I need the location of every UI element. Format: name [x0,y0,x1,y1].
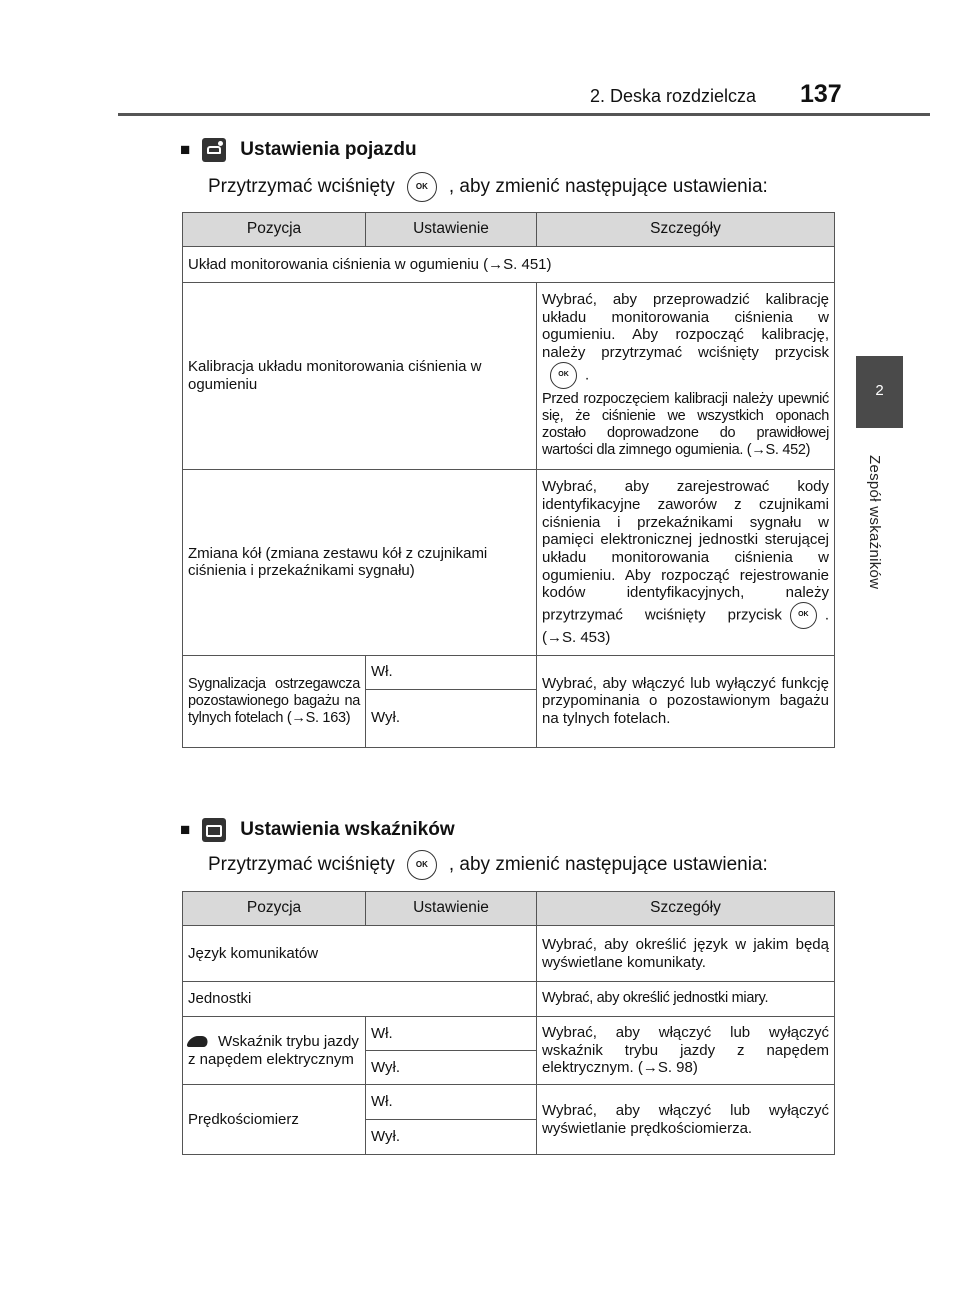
row-item: Prędkościomierz [183,1085,366,1155]
table-row [183,1085,835,1120]
row-details: Wybrać, aby włączyć lub wyłączyć funkcję przypominania o pozostawionym bagażu na tylnych fotelach. [537,655,835,747]
intro-text: Przytrzymać wciśnięty [208,854,395,875]
section-heading-vehicle-settings [180,138,417,162]
intro-text-end: , aby zmienić następujące ustawienia: [448,854,768,875]
table-row [183,1017,835,1051]
setting-on: Wł. [366,1085,537,1120]
intro-text-end: , aby zmienić następujące ustawienia: [448,176,768,197]
meter-settings-table [182,891,835,1155]
row-detail-text: Wybrać, aby zarejestrować kody identyfikacyjne zaworów z czujnikami ciśnienia i przekaźnikami sygnału w pamięci elektronicznej jednostki sterującej układu monitorowania ciśnienia w ogumieniu. Aby rozpocząć rejestrowanie kodów identyfikacyjnych, należy przytrzymać wciśnięty przycisk [542,478,829,624]
meter-settings-icon [202,818,226,842]
setting-off: Wył. [366,1120,537,1155]
row-details: Wybrać, aby określić jednostki miary. [537,982,835,1017]
column-header-setting: Ustawienie [366,213,537,247]
table-row [183,982,835,1017]
chapter-side-label: Zespół wskaźników [866,455,883,590]
ok-button-icon: OK [550,362,577,389]
row-item: Jednostki [183,982,537,1017]
row-item: Język komunikatów [183,926,537,982]
row-details [537,470,835,656]
setting-off: Wył. [366,1051,537,1085]
page-number: 137 [800,80,842,108]
table-row [183,655,835,689]
row-detail-end: . [585,366,590,384]
ok-button-icon: OK [407,850,437,880]
setting-on: Wł. [366,655,537,689]
section-title: Ustawienia pojazdu [240,139,417,160]
row-details: Wybrać, aby określić język w jakim będą wyświetlane komunikaty. [537,926,835,982]
setting-on: Wł. [366,1017,537,1051]
row-details: Wybrać, aby włączyć lub wyłączyć wyświetlanie prędkościomierza. [537,1085,835,1155]
row-detail-text: Wybrać, aby przeprowadzić kalibrację układu monitorowania ciśnienia w ogumieniu. Aby rozpocząć kalibrację, należy przytrzymać wciśnięty przycisk [542,291,829,362]
row-detail-end: . (→S. 453) [542,606,829,646]
column-header-setting: Ustawienie [366,892,537,926]
section-intro [208,850,768,880]
square-bullet-icon: ■ [180,820,191,839]
header-divider [118,113,930,116]
table-row [183,470,835,656]
row-item-label: Wskaźnik trybu jazdy z napędem elektrycznym [188,1032,359,1068]
chapter-title: 2. Deska rozdzielcza [590,86,757,106]
section-heading-meter-settings [180,818,455,842]
row-item: Sygnalizacja ostrzegawcza pozostawionego bagażu na tylnych fotelach (→S. 163) [183,655,366,747]
square-bullet-icon: ■ [180,140,191,159]
row-item: Kalibracja układu monitorowania ciśnienia w ogumieniu [183,283,537,470]
table-row [183,283,835,470]
column-header-item: Pozycja [183,892,366,926]
column-header-details: Szczegóły [537,892,835,926]
row-item [183,1017,366,1085]
table-row [183,926,835,982]
column-header-item: Pozycja [183,213,366,247]
column-header-details: Szczegóły [537,213,835,247]
table-group-row: Układ monitorowania ciśnienia w ogumieniu (→S. 451) [183,247,835,283]
section-intro [208,172,768,202]
vehicle-settings-table [182,212,835,748]
row-details: Wybrać, aby włączyć lub wyłączyć wskaźnik trybu jazdy z napędem elektrycznym. (→S. 98) [537,1017,835,1085]
vehicle-settings-icon [202,138,226,162]
chapter-tab: 2 [856,356,903,428]
ev-mode-icon [186,1036,210,1047]
row-detail-note: Przed rozpoczęciem kalibracji należy upewnić się, że ciśnienie we wszystkich oponach zostało doprowadzone do prawidłowej wartości dla zimnego ogumienia. (→S. 452) [542,390,829,459]
setting-off: Wył. [366,689,537,747]
intro-text: Przytrzymać wciśnięty [208,176,395,197]
ok-button-icon: OK [790,602,817,629]
ok-button-icon: OK [407,172,437,202]
row-details [537,283,835,470]
section-title: Ustawienia wskaźników [240,819,455,840]
row-item: Zmiana kół (zmiana zestawu kół z czujnikami ciśnienia i przekaźnikami sygnału) [183,470,537,656]
